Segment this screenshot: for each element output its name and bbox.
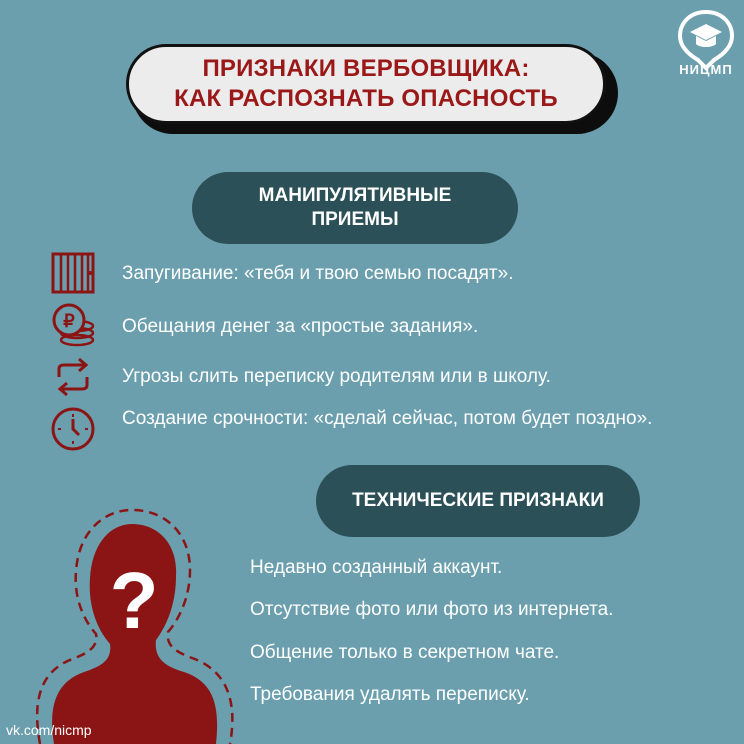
- logo-text: НИЦМП: [679, 62, 733, 77]
- page-title: [126, 44, 606, 124]
- clock-icon: [48, 406, 98, 452]
- item-text: Создание срочности: «сделай сейчас, потом будет поздно».: [122, 408, 653, 429]
- ruble-coins-icon: [48, 302, 98, 348]
- question-mark: ?: [109, 556, 159, 645]
- list-item: [48, 250, 682, 296]
- footer-link: vk.com/nicmp: [6, 722, 92, 738]
- unknown-person-icon: [20, 500, 250, 744]
- section-manipulative-title: [192, 172, 518, 244]
- section-title-line-2: ПРИЕМЫ: [311, 209, 399, 230]
- list-item: [48, 406, 682, 452]
- list-item: Общение только в секретном чате.: [250, 642, 560, 663]
- title-line-2: КАК РАСПОЗНАТЬ ОПАСНОСТЬ: [174, 85, 558, 112]
- list-item: Отсутствие фото или фото из интернета.: [250, 599, 614, 620]
- item-text: Обещания денег за «простые задания».: [122, 316, 479, 337]
- repeat-arrows-icon: [48, 354, 98, 400]
- list-item: Требования удалять переписку.: [250, 684, 530, 705]
- section-title: ТЕХНИЧЕСКИЕ ПРИЗНАКИ: [352, 490, 604, 511]
- list-item: [48, 302, 682, 348]
- list-item: [48, 354, 682, 400]
- item-text: Запугивание: «тебя и твою семью посадят».: [122, 263, 514, 284]
- svg-text:₽: ₽: [63, 311, 75, 331]
- item-text: Угрозы слить переписку родителям или в школу.: [122, 366, 551, 387]
- section-title-line-1: МАНИПУЛЯТИВНЫЕ: [258, 185, 452, 206]
- prison-bars-icon: [48, 250, 98, 296]
- section-technical-title: [316, 465, 640, 537]
- title-line-1: ПРИЗНАКИ ВЕРБОВЩИКА:: [202, 55, 530, 82]
- list-item: Недавно созданный аккаунт.: [250, 557, 503, 578]
